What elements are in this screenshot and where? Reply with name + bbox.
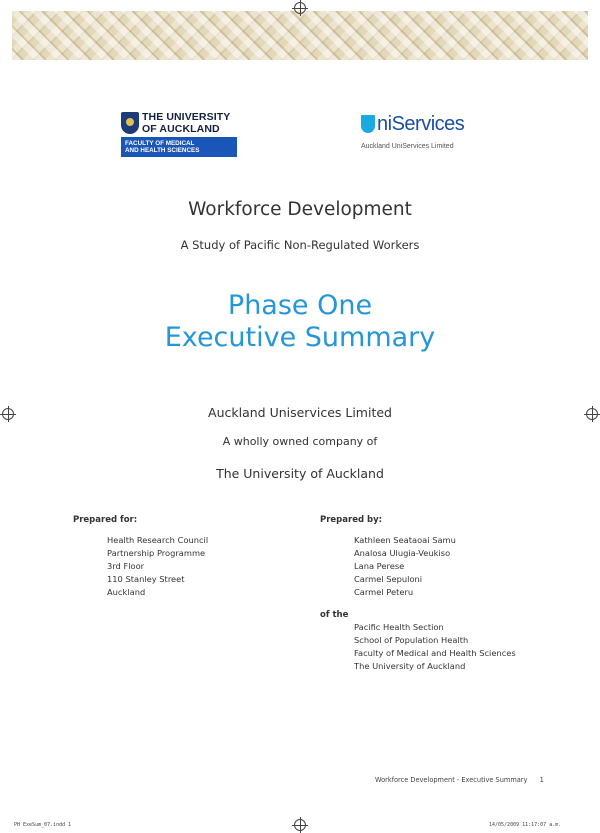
affiliation-line: The University of Auckland xyxy=(354,661,466,671)
phase-heading-line1: Phase One xyxy=(227,290,373,321)
print-slug-timestamp: 14/05/2009 11:17:07 a.m. xyxy=(489,822,562,828)
university-of-auckland-logo xyxy=(121,112,237,157)
ownership-text: A wholly owned company of xyxy=(222,435,378,448)
uniservices-wordmark: niServices xyxy=(377,113,465,135)
woven-flax-banner xyxy=(12,11,588,60)
page-number: 1 xyxy=(539,776,544,784)
prepared-for-line: Auckland xyxy=(107,587,146,597)
uniservices-subtitle: Auckland UniServices Limited xyxy=(361,143,454,150)
print-slug-file: PH ExeSum_07.indd 1 xyxy=(14,822,72,828)
parent-organisation: The University of Auckland xyxy=(216,466,384,481)
affiliation-line: Faculty of Medical and Health Sciences xyxy=(354,648,516,658)
affiliation-line: School of Population Health xyxy=(354,635,469,645)
prepared-for-label: Prepared for: xyxy=(73,515,138,525)
affiliation-list xyxy=(354,621,516,673)
footer-title: Workforce Development - Executive Summary xyxy=(375,776,528,784)
phase-heading-line2: Executive Summary xyxy=(164,322,436,353)
document-title: Workforce Development xyxy=(188,199,412,220)
university-name-line1: THE UNIVERSITY xyxy=(142,111,231,123)
registration-mark-icon xyxy=(294,819,306,831)
faculty-line2: AND HEALTH SCIENCES xyxy=(125,147,200,155)
author-name: Analosa Ulugia-Veukiso xyxy=(354,548,451,558)
affiliation-line: Pacific Health Section xyxy=(354,622,444,632)
prepared-for-list xyxy=(107,534,208,599)
prepared-by-label: Prepared by: xyxy=(320,515,383,525)
university-name-line2: OF AUCKLAND xyxy=(142,122,220,135)
prepared-by-list xyxy=(354,534,456,599)
phase-heading xyxy=(0,290,600,354)
author-name: Lana Perese xyxy=(354,561,405,571)
registration-mark-icon xyxy=(294,2,306,14)
faculty-line1: FACULTY OF MEDICAL xyxy=(125,140,195,147)
prepared-for-line: 3rd Floor xyxy=(107,561,145,571)
university-name xyxy=(142,112,230,135)
uniservices-shield-icon xyxy=(361,115,375,133)
organisation-name: Auckland Uniservices Limited xyxy=(208,405,392,420)
of-the-label: of the xyxy=(320,610,349,620)
author-name: Kathleen Seataoai Samu xyxy=(354,535,456,545)
prepared-for-line: Partnership Programme xyxy=(107,548,206,558)
author-name: Carmel Sepuloni xyxy=(354,574,423,584)
faculty-banner xyxy=(121,137,237,157)
university-crest-icon xyxy=(121,112,139,134)
prepared-for-line: 110 Stanley Street xyxy=(107,574,185,584)
author-name: Carmel Peteru xyxy=(354,587,414,597)
uniservices-logo xyxy=(361,113,477,155)
document-subtitle: A Study of Pacific Non-Regulated Workers xyxy=(180,238,420,252)
page-footer xyxy=(375,776,544,784)
prepared-for-line: Health Research Council xyxy=(107,535,209,545)
